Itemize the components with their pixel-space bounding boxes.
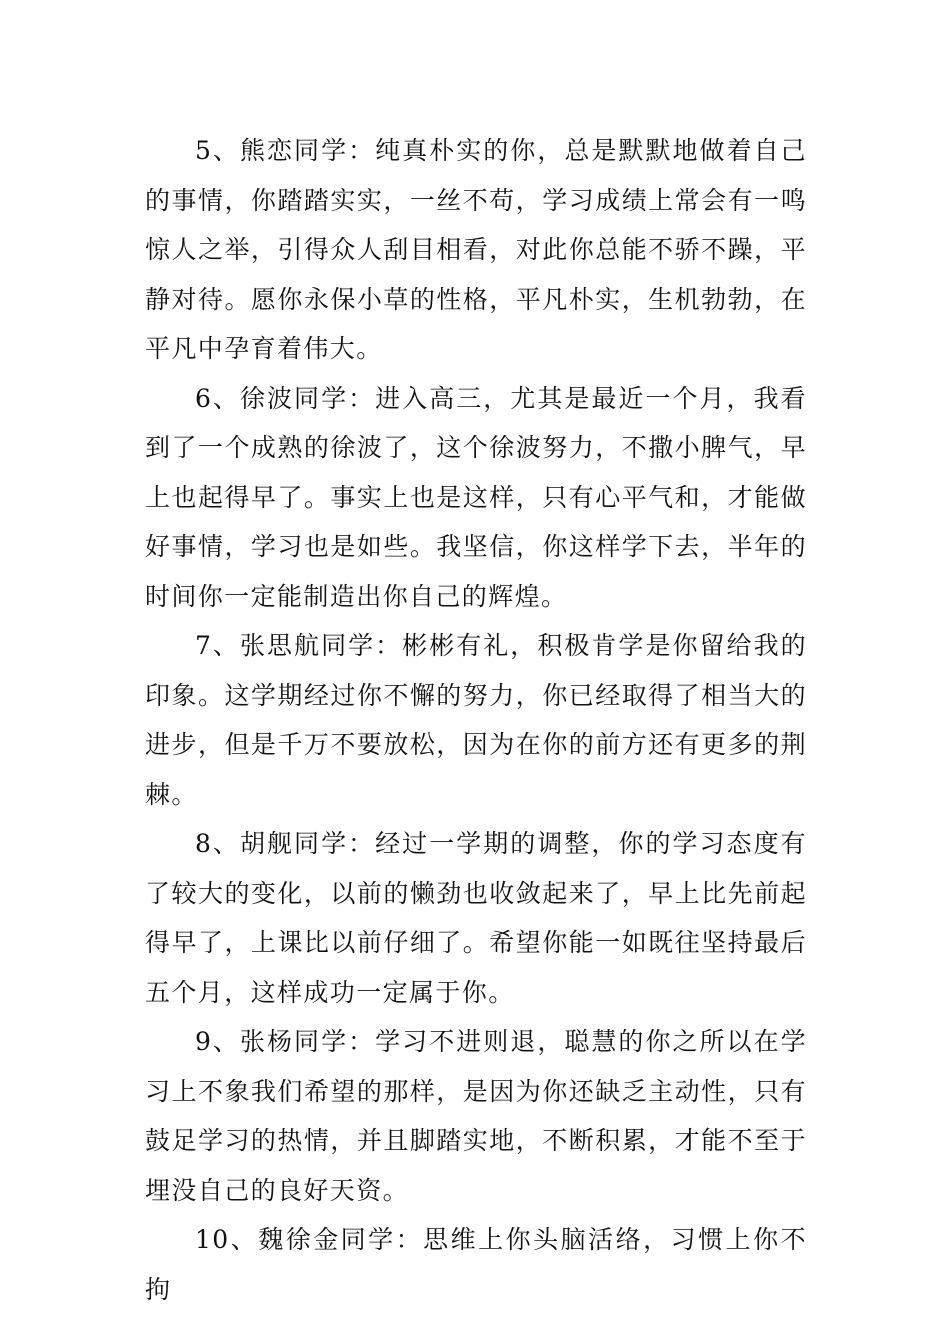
document-body bbox=[145, 126, 807, 1314]
comment-paragraph-10: 10、魏徐金同学：思维上你头脑活络，习惯上你不拘 bbox=[145, 1225, 807, 1304]
comment-paragraph-7: 7、张思航同学：彬彬有礼，积极肯学是你留给我的印象。这学期经过你不懈的努力，你已经取得了相当大的进步，但是千万不要放松，因为在你的前方还有更多的荆棘。 bbox=[145, 631, 807, 809]
comment-paragraph-8: 8、胡舰同学：经过一学期的调整，你的学习态度有了较大的变化，以前的懒劲也收敛起来了，早上比先前起得早了，上课比以前仔细了。希望你能一如既往坚持最后五个月，这样成功一定属于你。 bbox=[145, 829, 807, 1007]
comment-paragraph-9: 9、张杨同学：学习不进则退，聪慧的你之所以在学习上不象我们希望的那样，是因为你还缺乏主动性，只有鼓足学习的热情，并且脚踏实地，不断积累，才能不至于埋没自己的良好天资。 bbox=[145, 1027, 807, 1205]
comment-paragraph-5: 5、熊恋同学：纯真朴实的你，总是默默地做着自己的事情，你踏踏实实，一丝不苟，学习成绩上常会有一鸣惊人之举，引得众人刮目相看，对此你总能不骄不躁，平静对待。愿你永保小草的性格，平凡朴实，生机勃勃，在平凡中孕育着伟大。 bbox=[145, 136, 807, 363]
comment-paragraph-6: 6、徐波同学：进入高三，尤其是最近一个月，我看到了一个成熟的徐波了，这个徐波努力，不撒小脾气，早上也起得早了。事实上也是这样，只有心平气和，才能做好事情，学习也是如些。我坚信，你这样学下去，半年的时间你一定能制造出你自己的辉煌。 bbox=[145, 383, 807, 611]
